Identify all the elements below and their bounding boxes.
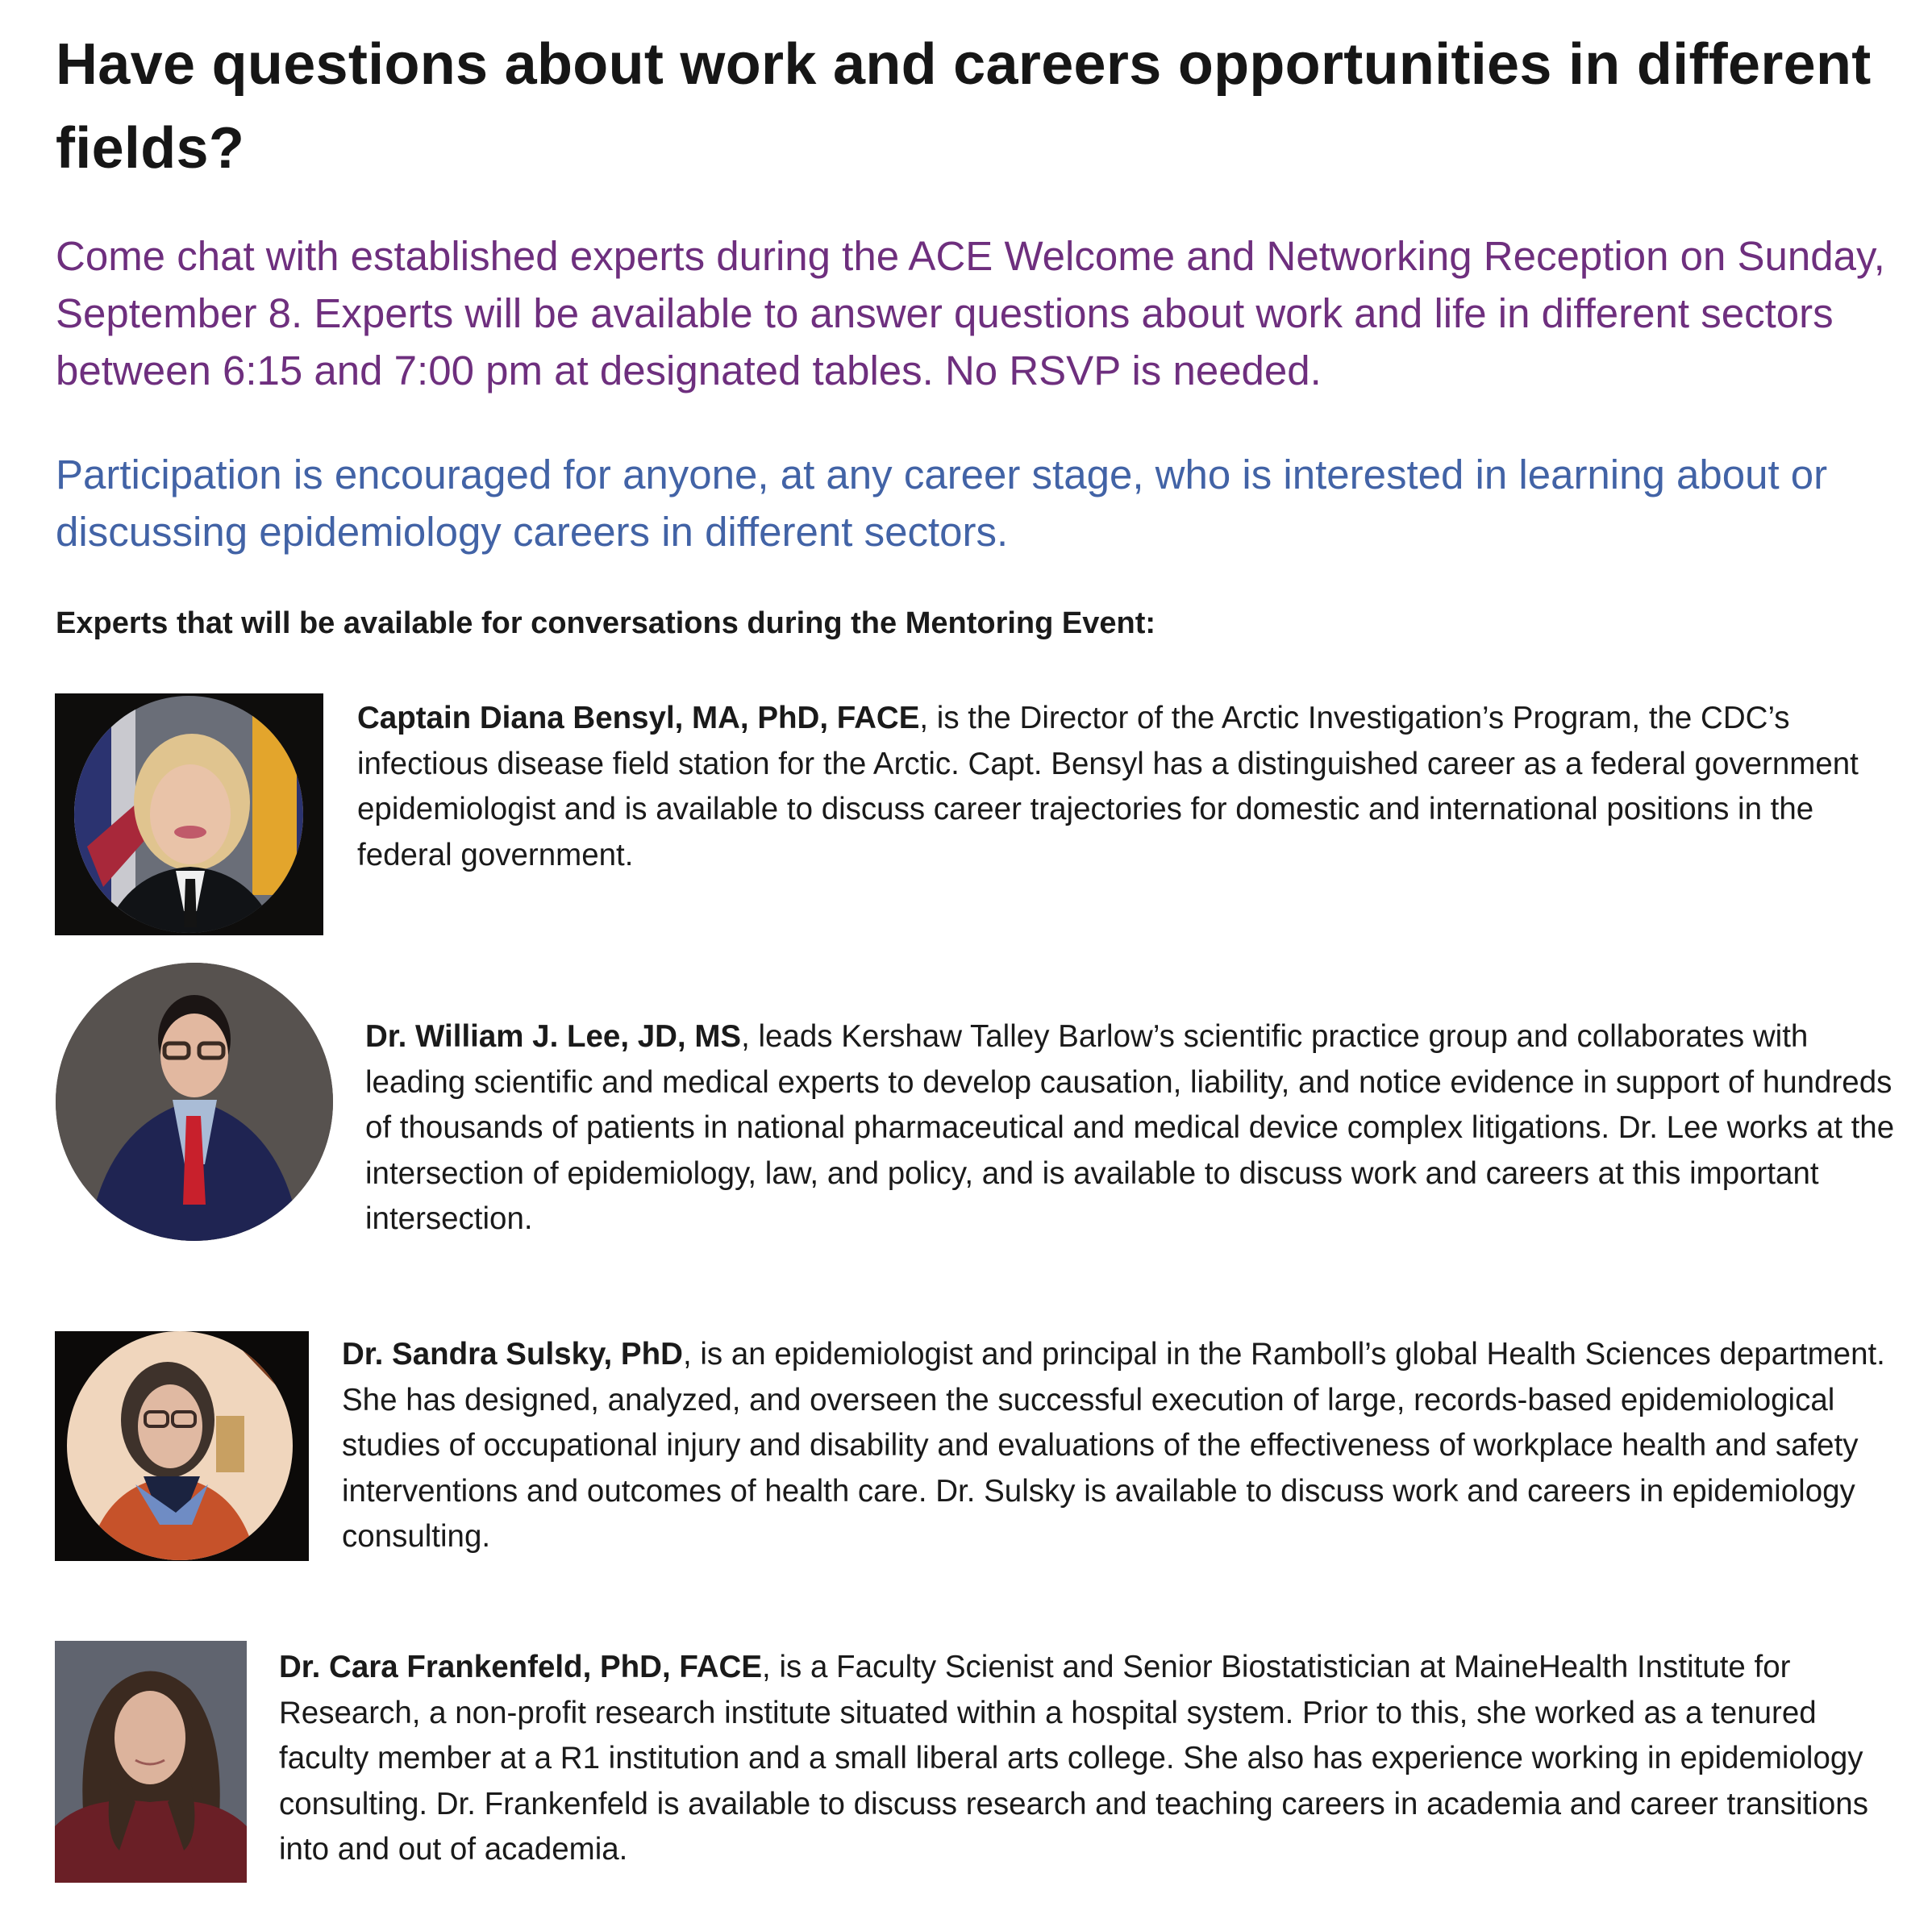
expert-description-frankenfeld: , is a Faculty Scienist and Senior Biostatistician at MaineHealth Institute for Research, a non-profit research institute situated within a hospital system. Prior to this, she worked as a tenured faculty member at a R1 institution and a small liberal arts college. She also has experience working in epidemiology consulting. Dr. Frankenfeld is available to discuss research and teaching careers in academia and career transitions into and out of academia. [279, 1650, 1868, 1867]
expert-name-frankenfeld: Dr. Cara Frankenfeld, PhD, FACE [279, 1650, 763, 1684]
participation-paragraph: Participation is encouraged for anyone, at any career stage, who is interested in learning about or discussing epidemiology careers in different sectors. [56, 452, 1828, 555]
expert-bio-sulsky [342, 1332, 1890, 1560]
expert-photo-lee [56, 963, 333, 1241]
portrait-image-icon [55, 1331, 309, 1561]
expert-bio-lee [365, 1014, 1897, 1243]
expert-photo-frankenfeld [55, 1641, 247, 1883]
expert-name-lee: Dr. William J. Lee, JD, MS [365, 1019, 742, 1054]
expert-name-sulsky: Dr. Sandra Sulsky, PhD [342, 1337, 683, 1372]
experts-heading: Experts that will be available for conversations during the Mentoring Event: [56, 606, 1156, 640]
expert-name-bensyl: Captain Diana Bensyl, MA, PhD, FACE [357, 701, 920, 735]
expert-bio-frankenfeld [279, 1645, 1892, 1873]
portrait-image-icon [55, 693, 323, 935]
portrait-image-icon [56, 963, 333, 1241]
expert-description-lee: , leads Kershaw Talley Barlow’s scientific practice group and collaborates with leading scientific and medical experts to develop causation, liability, and notice evidence in support of hundreds of thousands of patients in national pharmaceutical and medical device complex litigations. Dr. Lee works at the intersection of epidemiology, law, and policy, and is available to discuss work and careers at this important intersection. [365, 1019, 1895, 1236]
expert-photo-sulsky [55, 1331, 309, 1561]
expert-bio-bensyl [357, 696, 1889, 878]
event-details-paragraph: Come chat with established experts during the ACE Welcome and Networking Reception on Sunday, September 8. Experts will be available to answer questions about work and life in different sectors between 6:15 and 7:00 pm at designated tables. No RSVP is needed. [56, 233, 1885, 393]
expert-description-sulsky: , is an epidemiologist and principal in the Ramboll’s global Health Sciences department. She has designed, analyzed, and overseen the successful execution of large, records-based epidemiological studies of occupational injury and disability and evaluations of the effectiveness of workplace health and safety interventions and outcomes of health care. Dr. Sulsky is available to discuss work and careers in epidemiology consulting. [342, 1337, 1885, 1554]
expert-photo-bensyl [55, 693, 323, 935]
expert-description-bensyl: , is the Director of the Arctic Investigation’s Program, the CDC’s infectious disease field station for the Arctic. Capt. Bensyl has a distinguished career as a federal government epidemiologist and is available to discuss career trajectories for domestic and international positions in the federal government. [357, 701, 1859, 872]
page-title: Have questions about work and careers opportunities in different fields? [56, 32, 1872, 181]
portrait-image-icon [55, 1641, 247, 1883]
